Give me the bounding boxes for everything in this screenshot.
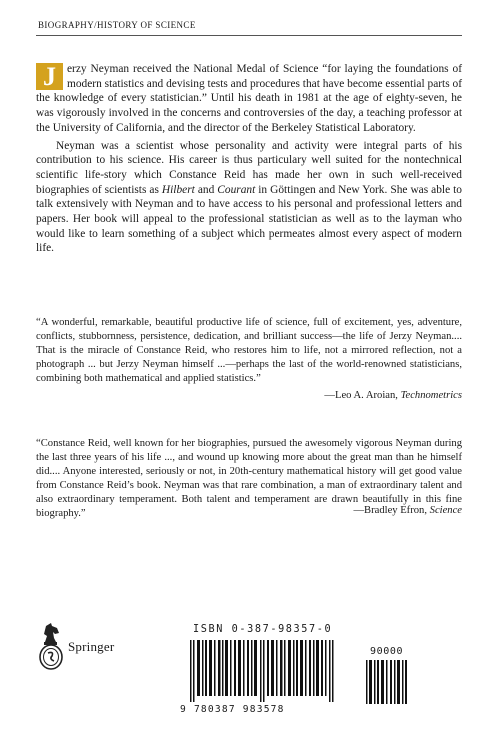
review-author-2: —Bradley Efron, bbox=[353, 505, 430, 516]
blurb-paragraph-1 bbox=[36, 62, 462, 136]
isbn-text: ISBN 0-387-98357-0 bbox=[193, 624, 333, 635]
review-source-1: Technometrics bbox=[400, 390, 462, 401]
review-author-1: —Leo A. Aroian, bbox=[324, 390, 401, 401]
description-blurb bbox=[36, 62, 462, 256]
barcode-digits: 9 780387 983578 bbox=[180, 704, 285, 715]
price-code: 90000 bbox=[370, 646, 404, 657]
price-barcode bbox=[366, 660, 410, 704]
category-label: BIOGRAPHY/HISTORY OF SCIENCE bbox=[38, 20, 196, 30]
book-title-hilbert: Hilbert bbox=[161, 183, 195, 196]
review-attribution-2 bbox=[353, 505, 462, 516]
springer-knight-icon bbox=[38, 622, 64, 672]
blurb-paragraph-1-text: erzy Neyman received the National Medal of Science “for laying the foundations of modern statistics and devising tests and procedures that have become essential parts of the knowledge of every statistician.” Until his death in 1981 at the age of eighty-seven, he was vigorously involved in the concerns and controversies of the day, a teaching professor at the University of California, and the director of the Berkeley Statistical Laboratory. bbox=[36, 63, 462, 134]
blurb-paragraph-2-and: and bbox=[194, 183, 218, 196]
review-source-2: Science bbox=[429, 505, 462, 516]
book-title-courant: Courant bbox=[217, 183, 256, 196]
blurb-paragraph-2 bbox=[36, 139, 462, 257]
isbn-barcode bbox=[190, 640, 340, 702]
blurb-paragraph-2-text-b: in Göttingen and New York. She was able to talk extensively with Neyman and to have access to his personal and professional letters and papers. Her book will appeal to the professional statistician as well as to the layman who would like to learn something of a subject which permeates almost every aspect of modern life. bbox=[36, 183, 462, 255]
publisher-name: Springer bbox=[68, 639, 115, 654]
dropcap-letter: J bbox=[36, 63, 63, 90]
header-rule bbox=[36, 35, 462, 36]
review-quote-2: “Constance Reid, well known for her biographies, pursued the awesomely vigorous Neyman during the last three years of his life ..., and wound up knowing more about the great man than he himself did.... Anyone interested, seriously or not, in 20th-century mathematical history will get good value from Constance Reid’s book. Neyman was that rare combination, a man of extraordinary talent and also extraordinary temperament. Both talent and temperament are drawn beautifully in this fine biography.” bbox=[36, 438, 462, 520]
publisher-logo bbox=[38, 622, 114, 672]
blurb-paragraph-2-text-a: Neyman was a scientist whose personality and activity were integral parts of his contribution to his science. His career is thus particulary well suited for the nontechnical scientific life-story which Constance Reid has made her own in such well-received biographies of scientists as bbox=[36, 139, 462, 196]
review-attribution-1 bbox=[324, 390, 462, 401]
review-quote-1: “A wonderful, remarkable, beautiful productive life of science, full of excitement, yes, adventure, conflicts, stubbornness, persistence, dedication, and brilliant success—the life of Jerzy Neyman.... That is the miracle of Constance Reid, who restores him to life, not a mirrored reflection, not a photograph ... but Jerzy Neyman himself ...—perhaps the last of the world-renowned statisticians, combining both mathematical and applied statistics.” bbox=[36, 317, 462, 385]
